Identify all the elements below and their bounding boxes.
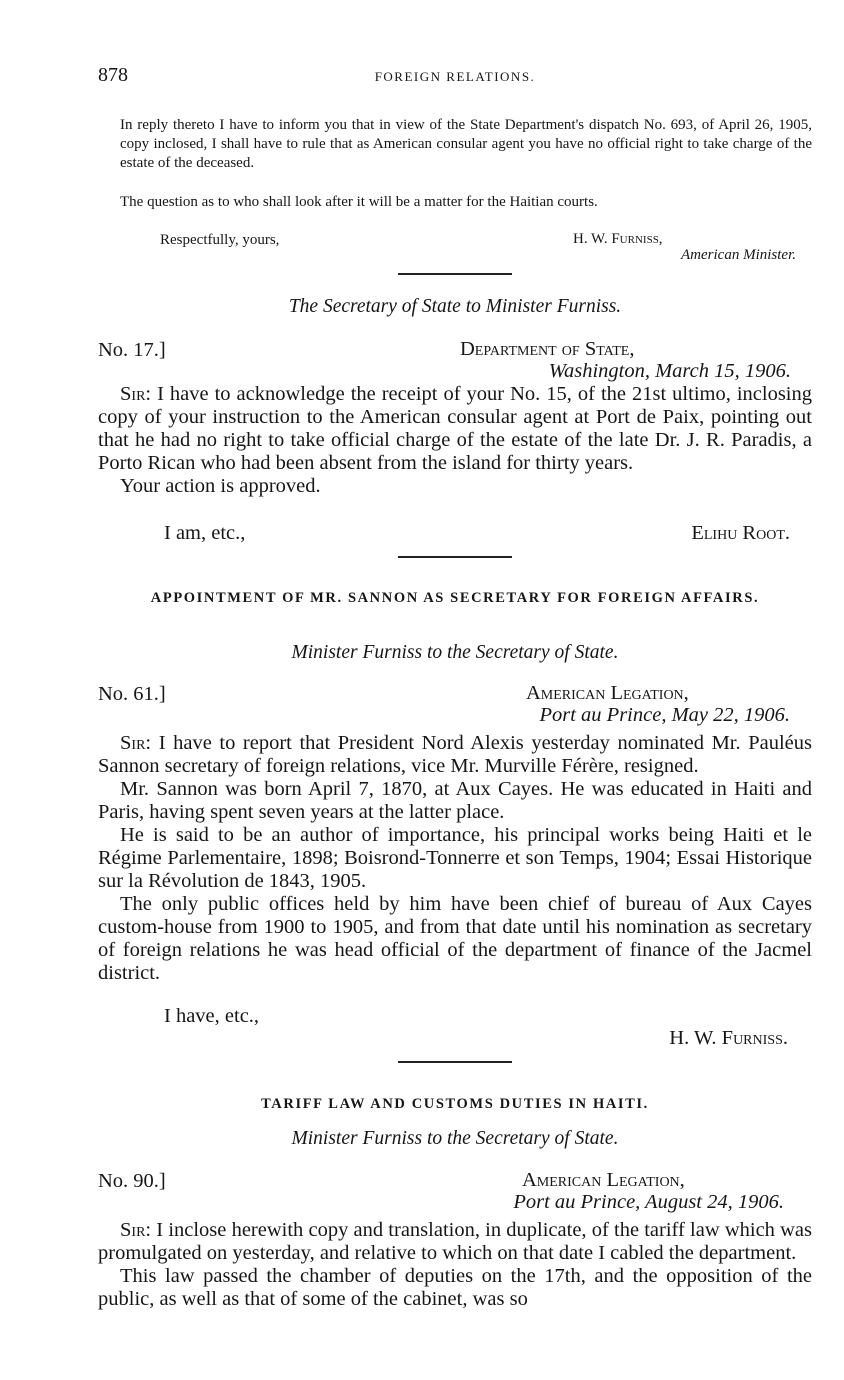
closing: I am, etc., xyxy=(164,522,246,544)
closing: Respectfully, yours, xyxy=(160,232,280,248)
salutation: Sir: xyxy=(120,1219,152,1241)
section-title: TARIFF LAW AND CUSTOMS DUTIES IN HAITI. xyxy=(261,1096,649,1112)
paragraph: He is said to be an author of importance, his principal works being Haiti et le Régime Parlementaire, 1898; Boisrond-Tonnerre et son Temps, 1904; Essai Historique sur la Révolution de 1843, 1905. xyxy=(98,824,812,892)
paragraph: The only public offices held by him have been chief of bureau of Aux Cayes custom-house from 1900 to 1905, and from that date until his nomination as secretary of foreign relations he was head official of the department of finance of the Jacmel district. xyxy=(98,893,812,984)
salutation: Sir: xyxy=(120,732,152,754)
running-title: FOREIGN RELATIONS. xyxy=(374,69,536,84)
dateline-place: American Legation, xyxy=(526,682,689,704)
letter-body xyxy=(98,732,812,985)
letter-heading: The Secretary of State to Minister Furniss. xyxy=(288,296,622,317)
prev-letter-body-2 xyxy=(98,193,812,212)
dispatch-number: No. 17.] xyxy=(98,339,166,361)
page-header xyxy=(98,64,812,88)
divider xyxy=(398,273,512,275)
dateline-place: Department of State, xyxy=(460,338,635,360)
paragraph: Your action is approved. xyxy=(120,475,321,497)
section-title: APPOINTMENT OF MR. SANNON AS SECRETARY FOR FOREIGN AFFAIRS. xyxy=(150,590,760,606)
dateline-place: American Legation, xyxy=(522,1169,685,1191)
paragraph: Sir: I have to report that President Nord Alexis yesterday nominated Mr. Pauléus Sannon secretary of foreign relations, vice Mr. Murville Férère, resigned. xyxy=(98,732,812,777)
letter-heading: Minister Furniss to the Secretary of State. xyxy=(291,1128,619,1149)
paragraph: Sir: I inclose herewith copy and translation, in duplicate, of the tariff law which was promulgated on yesterday, and relative to which on that date I cabled the department. xyxy=(98,1219,812,1264)
prev-letter-body xyxy=(120,116,812,173)
dateline-date: Port au Prince, May 22, 1906. xyxy=(539,704,790,726)
page-number: 878 xyxy=(98,64,128,86)
divider xyxy=(398,556,512,558)
letter-heading: Minister Furniss to the Secretary of State. xyxy=(291,642,619,663)
dateline-date: Washington, March 15, 1906. xyxy=(548,360,791,382)
signature: H. W. Furniss. xyxy=(669,1027,788,1049)
salutation: Sir: xyxy=(120,383,152,405)
signature: H. W. Furniss, xyxy=(573,231,663,247)
divider xyxy=(398,1061,512,1063)
paragraph: The question as to who shall look after it will be a matter for the Haitian courts. xyxy=(120,194,598,210)
dispatch-number: No. 90.] xyxy=(98,1170,166,1192)
signer-title: American Minister. xyxy=(681,247,796,263)
paragraph: In reply thereto I have to inform you that in view of the State Department's dispatch No. 693, of April 26, 1905, copy inclosed, I shall have to rule that as American consular agent you have no official right to take charge of the estate of the deceased. xyxy=(120,117,812,171)
letter-body xyxy=(98,383,812,498)
letter-body xyxy=(98,1219,812,1311)
dispatch-number: No. 61.] xyxy=(98,683,166,705)
closing: I have, etc., xyxy=(164,1005,260,1027)
paragraph: This law passed the chamber of deputies on the 17th, and the opposition of the public, as well as that of some of the cabinet, was so xyxy=(98,1265,812,1310)
paragraph: Sir: I have to acknowledge the receipt of your No. 15, of the 21st ultimo, inclosing copy of your instruction to the American consular agent at Port de Paix, pointing out that he had no right to take official charge of the estate of the late Dr. J. R. Paradis, a Porto Rican who had been absent from the island for thirty years. xyxy=(98,383,812,474)
signature: Elihu Root. xyxy=(691,522,790,544)
paragraph: Mr. Sannon was born April 7, 1870, at Aux Cayes. He was educated in Haiti and Paris, having spent seven years at the latter place. xyxy=(98,778,812,823)
dateline-date: Port au Prince, August 24, 1906. xyxy=(513,1191,784,1213)
